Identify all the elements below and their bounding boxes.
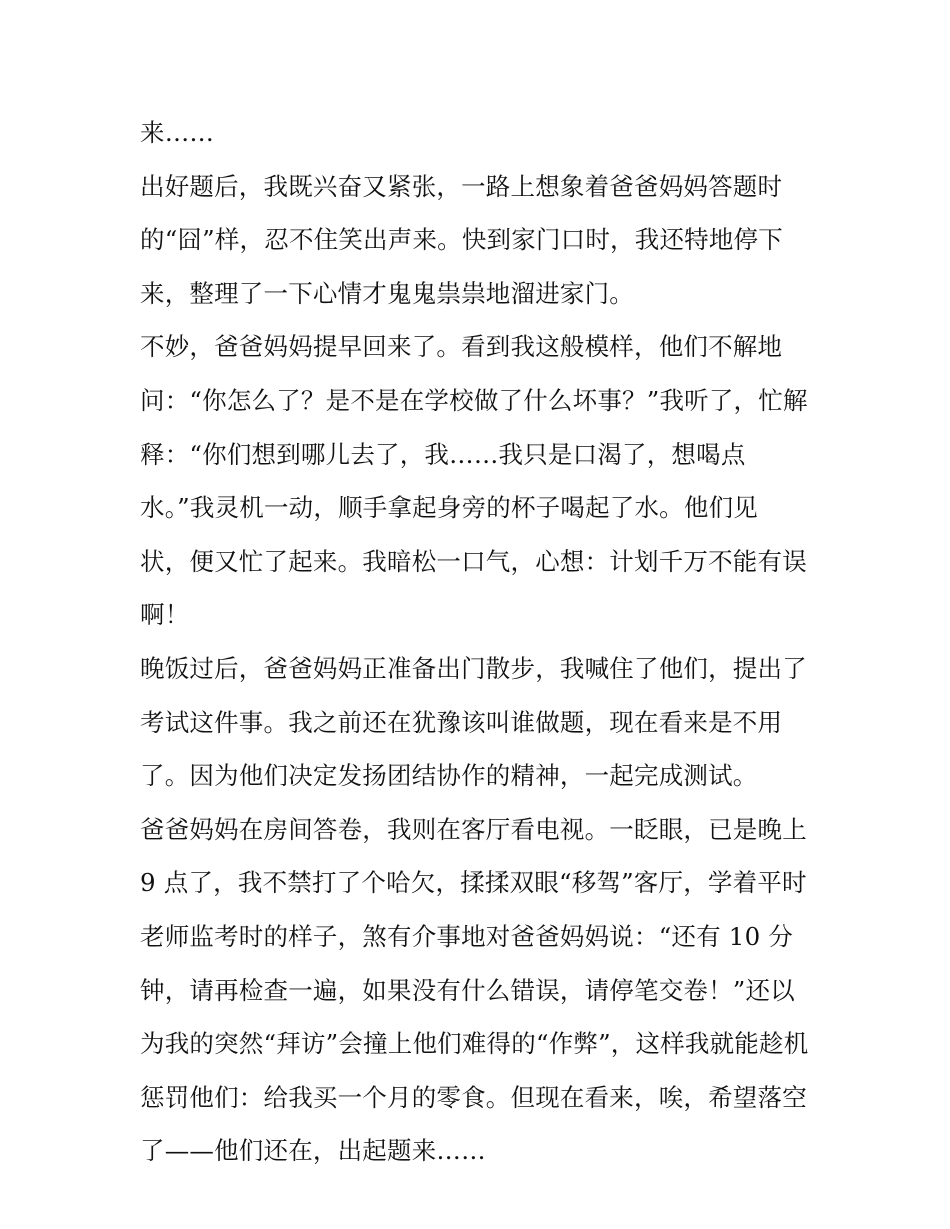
- text-line: 考试这件事。我之前还在犹豫该叫谁做题，现在看来是不用: [140, 707, 783, 737]
- text-line: 来，整理了一下心情才鬼鬼祟祟地溜进家门。: [140, 278, 634, 308]
- text-line: 为我的突然“拜访”会撞上他们难得的“作弊”，这样我就能趁机: [140, 1029, 809, 1059]
- text-line: 来……: [140, 118, 215, 147]
- text-line: 了。因为他们决定发扬团结协作的精神，一起完成测试。: [140, 761, 758, 791]
- text-line: 状，便又忙了起来。我暗松一口气，心想：计划千万不能有误: [140, 546, 807, 576]
- text-line: 晚饭过后，爸爸妈妈正准备出门散步，我喊住了他们，提出了: [140, 653, 807, 683]
- text-line: 的“囧”样，忍不住笑出声来。快到家门口时，我还特地停下: [140, 225, 783, 255]
- text-line: 啊！: [140, 600, 190, 630]
- body-text: [140, 106, 820, 1178]
- text-line: 出好题后，我既兴奋又紧张，一路上想象着爸爸妈妈答题时: [140, 171, 783, 201]
- text-line: 惩罚他们：给我买一个月的零食。但现在看来，唉，希望落空: [140, 1082, 807, 1112]
- text-line: 释：“你们想到哪儿去了，我……我只是口渴了，想喝点: [140, 439, 746, 469]
- text-line: 9 点了，我不禁打了个哈欠，揉揉双眼“移驾”客厅，学着平时: [140, 868, 807, 898]
- text-line: 爸爸妈妈在房间答卷，我则在客厅看电视。一眨眼，已是晚上: [140, 814, 807, 844]
- text-line: 钟，请再检查一遍，如果没有什么错误，请停笔交卷！”还以: [140, 975, 795, 1005]
- text-line: 了——他们还在，出起题来……: [140, 1136, 486, 1166]
- text-line: 水。”我灵机一动，顺手拿起身旁的杯子喝起了水。他们见: [140, 493, 758, 523]
- text-line: 问：“你怎么了？是不是在学校做了什么坏事？”我听了，忙解: [140, 385, 808, 415]
- text-line: 老师监考时的样子，煞有介事地对爸爸妈妈说：“还有 10 分: [140, 921, 794, 951]
- text-line: 不妙，爸爸妈妈提早回来了。看到我这般模样，他们不解地: [140, 332, 783, 362]
